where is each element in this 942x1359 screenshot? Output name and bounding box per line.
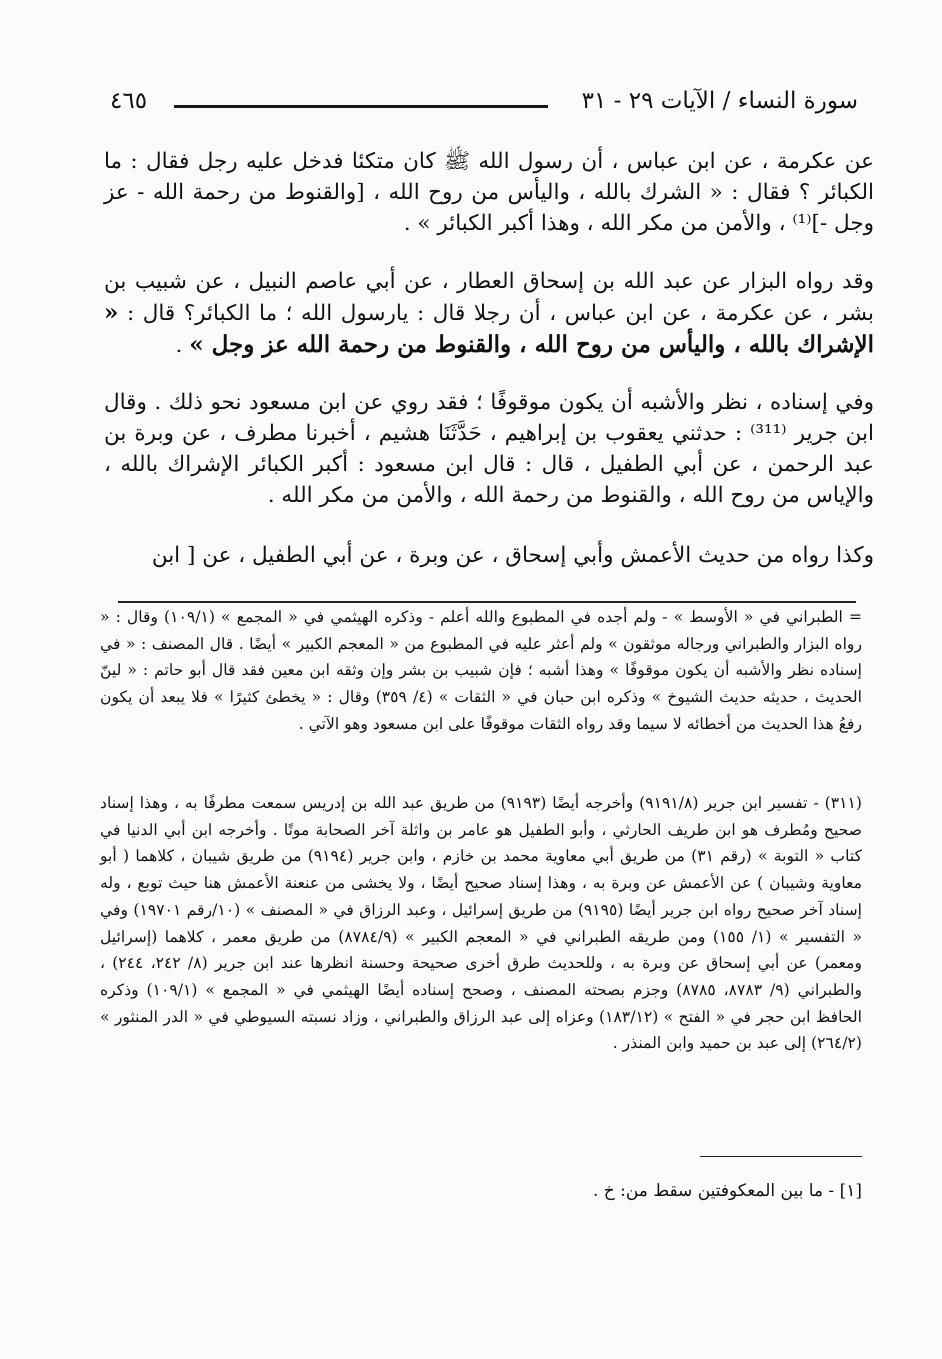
paragraph-2-end: . <box>175 333 190 358</box>
footnote-continued: = الطبراني في « الأوسط » - ولم أجده في المطبوع والله أعلم - وذكره الهيثمي في « المجمع » (١٠٩/١) وقال : « رواه البزار والطبراني ورجاله موثقون » ولم أعثر عليه في المطبوع من « المعجم الكبير » أيضًا . قال المصنف : « في إسناده نظر والأشبه أن يكون موقوفًا » وهذا أشبه ؛ فإن شبيب بن بشر وإن وثقه ابن معين فقد قال أبو حاتم : « لينّ الحديث ، حديثه حديث الشيوخ » وذكره ابن حبان في « الثقات » (٤/ ٣٥٩) وقال : « يخطئ كثيرًا » فلا يبعد أن يكون رفعُ هذا الحديث من أخطائه لا سيما وقد رواه الثقات موقوفًا على ابن مسعود وهو الآتي . <box>100 608 862 733</box>
page-number: ٤٦٥ <box>110 88 148 114</box>
footnote-separator <box>118 601 856 603</box>
paragraph-2 <box>104 266 874 361</box>
header-rule <box>174 105 548 108</box>
paragraph-1: عن عكرمة ، عن ابن عباس ، أن رسول الله ﷺ كان متكئا فدخل عليه رجل فقال : ما الكبائر ؟ فقال : « الشرك بالله ، واليأس من روح الله ، [والقنوط من رحمة الله - عز وجل -]⁽¹⁾ ، والأمن من مكر الله ، وهذا أكبر الكبائر » . <box>104 149 874 236</box>
page-header <box>110 88 858 122</box>
editor-note-1: [١] - ما بين المعكوفتين سقط من: خ . <box>592 1181 862 1201</box>
footnote-311: (٣١١) - تفسير ابن جرير (٩١٩١/٨) وأخرجه أيضًا (٩١٩٣) من طريق عبد الله بن إدريس سمعت مطرفًا به ، وهذا إسناد صحيح ومُطرف هو ابن طريف الحارثي ، وأبو الطفيل هو عامر بن واثلة آخر الصحابة موتًا . وأخرجه ابن أبي الدنيا في كتاب « التوبة » (رقم ٣١) من طريق أبي معاوية محمد بن خازم ، وابن جرير (٩١٩٤) من طريق شيبان ، كلاهما ( أبو معاوية وشيبان ) عن الأعمش عن وبرة به ، وهذا إسناد صحيح أيضًا ، ولا يخشى من عنعنة الأعمش هنا حيث توبع ، وله إسناد آخر صحيح رواه ابن جرير أيضًا (٩١٩٥) من طريق إسرائيل ، وعبد الرزاق في « المصنف » (١٠/رقم ١٩٧٠١) وفي « التفسير » (١/ ١٥٥) ومن طريقه الطبراني في « المعجم الكبير » (٨٧٨٤/٩) من طريق معمر ، كلاهما (إسرائيل ومعمر) عن أبي إسحاق عن وبرة به ، وللحديث طرق أخرى صحيحة وحسنة انظرها عند ابن جرير (٨/ ٢٤٢، ٢٤٤) ، والطبراني (٩/ ٨٧٨٣، ٨٧٨٥) وجزم بصحته المصنف ، وصحح إسناده أيضًا الهيثمي في « المجمع » (١٠٩/١) وذكره الحافظ ابن حجر في « الفتح » (١٨٣/١٢) وعزاه إلى عبد الرزاق والطبراني ، وزاد نسبته السيوطي في « الدر المنثور » (٢٦٤/٢) إلى عبد بن حميد وابن المنذر . <box>100 794 863 1053</box>
paragraph-3: وفي إسناده ، نظر والأشبه أن يكون موقوفًا ؛ فقد روي عن ابن مسعود نحو ذلك . وقال ابن جرير ⁽³¹¹⁾ : حدثني يعقوب بن إبراهيم ، حَدَّثَنَا هشيم ، أخبرنا مطرف ، عن وبرة بن عبد الرحمن ، عن أبي الطفيل ، قال : قال ابن مسعود : أكبر الكبائر الإشراك بالله ، والإياس من روح الله ، والقنوط من رحمة الله ، والأمن من مكر الله . <box>104 390 874 508</box>
hadith-quote: « الإشراك بالله ، واليأس من روح الله ، والقنوط من رحمة الله عز وجل » <box>104 299 874 358</box>
editor-note-separator <box>700 1156 862 1157</box>
paragraph-2-text: وقد رواه البزار عن عبد الله بن إسحاق العطار ، عن أبي عاصم النبيل ، عن شبيب بن بشر ، عن عكرمة ، عن ابن عباس ، أن رجلا قال : يارسول الله ؛ ما الكبائر؟ قال : <box>104 269 874 326</box>
running-title: سورة النساء / الآيات ٢٩ - ٣١ <box>581 88 858 114</box>
paragraph-4: وكذا رواه من حديث الأعمش وأبي إسحاق ، عن وبرة ، عن أبي الطفيل ، عن [ ابن <box>151 543 874 568</box>
